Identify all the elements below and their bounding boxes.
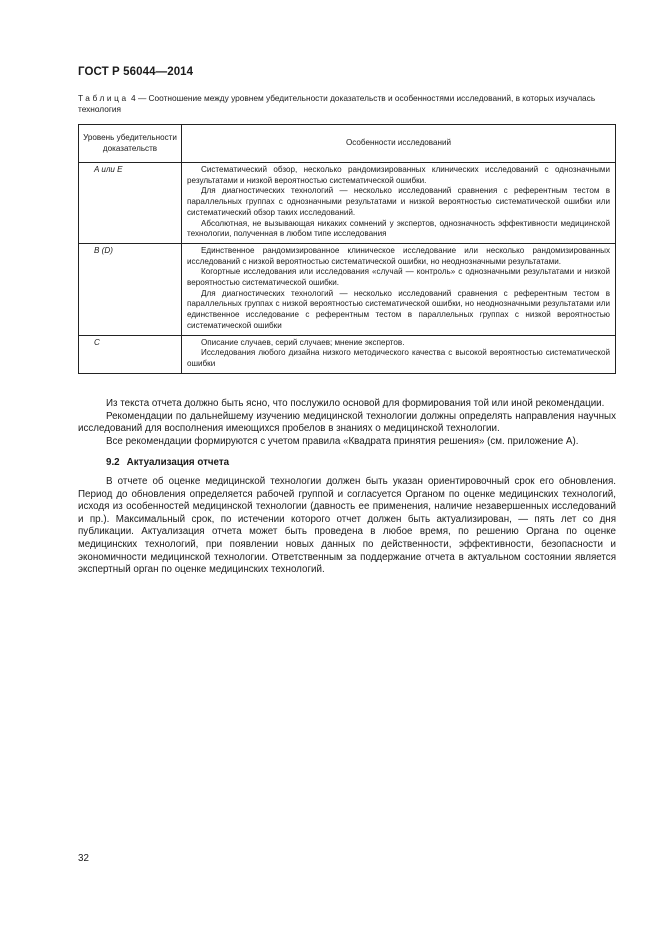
cell-paragraph: Исследования любого дизайна низкого методического качества с высокой вероятностью систематической ошибки (187, 348, 610, 368)
paragraph: Из текста отчета должно быть ясно, что послужило основой для формирования той или иной рекомендации. (106, 398, 605, 409)
paragraph: Рекомендации по дальнейшему изучению медицинской технологии должны определять направления научных исследований для восполнения имеющихся пробелов в знаниях о медицинской технологии. (78, 410, 616, 435)
evidence-table (78, 124, 616, 374)
section-heading (106, 457, 616, 470)
features-cell (182, 335, 616, 373)
cell-paragraph: Описание случаев, серий случаев; мнение экспертов. (201, 337, 405, 347)
cell-paragraph: Систематический обзор, несколько рандомизированных клинических исследований с однозначными результатами и низкой вероятностью систематической ошибки. (187, 165, 610, 185)
table-caption-text: 4 — Соотношение между уровнем убедительности доказательств и особенностями исследований, в которых изучалась технология (78, 93, 596, 114)
features-cell (182, 243, 616, 335)
table-row (79, 243, 616, 335)
level-cell: B (D) (79, 243, 182, 335)
cell-paragraph: Когортные исследования или исследования «случай — контроль» с однозначными результатами и низкой вероятностью систематической ошибки. (187, 267, 610, 288)
paragraph: В отчете об оценке медицинской технологии должен быть указан ориентировочный срок его обновления. Период до обновления определяется рабочей группой и согласуется Органом по оценке медицинских технологий, исходя из особенностей медицинской технологии (давность ее применения, наличие незавершенных исследований и пр.). Максимальный срок, по истечении которого отчет должен быть актуализирован, — пять лет со дня публикации. Актуализация отчета может быть проведена в любое время, по решению Органа по оценке медицинских технологий, при появлении новых данных по действенности, эффективности, безопасности и экономичности медицинской технологии. Ответственным за поддержание отчета в актуальном состоянии является экспертный орган по оценке медицинских технологий. (78, 475, 616, 576)
cell-paragraph: Единственное рандомизированное клиническое исследование или несколько рандомизированных исследований с низкой вероятностью систематической ошибки, но неоднозначными результатами. (187, 245, 610, 266)
cell-paragraph: Для диагностических технологий — несколько исследований сравнения с референтным тестом в параллельных группах с однозначными результатами и низкой вероятностью систематической ошибки или систематический обзор таких исследований. (187, 186, 610, 217)
header-level: Уровень убедительности доказательств (79, 125, 182, 163)
section-number: 9.2 (106, 457, 120, 469)
table-header-row (79, 125, 616, 163)
document-header: ГОСТ Р 56044—2014 (78, 66, 194, 78)
features-cell (182, 163, 616, 244)
table-row (79, 335, 616, 373)
cell-paragraph: Для диагностических технологий — несколько исследований сравнения с референтным тестом в параллельных группах с низкой вероятностью систематической ошибки, но неоднозначными результатами или единственное исследование с референтным тестом в параллельных группах с низкой вероятностью систематической ошибки (187, 288, 610, 330)
cell-paragraph: Абсолютная, не вызывающая никаких сомнений у экспертов, однозначность эффективности медицинской технологии, полученная в любом типе исследования (187, 218, 610, 239)
table-row (79, 163, 616, 244)
body-text (78, 398, 616, 577)
table-caption-label: Таблица (78, 93, 129, 103)
page-number: 32 (78, 853, 89, 864)
level-cell: C (79, 335, 182, 373)
paragraph: Все рекомендации формируются с учетом правила «Квадрата принятия решения» (см. приложение А). (106, 435, 579, 447)
table-caption (78, 93, 618, 115)
level-cell: A или E (79, 163, 182, 244)
section-title: Актуализация отчета (126, 457, 230, 469)
header-features: Особенности исследований (182, 125, 616, 163)
